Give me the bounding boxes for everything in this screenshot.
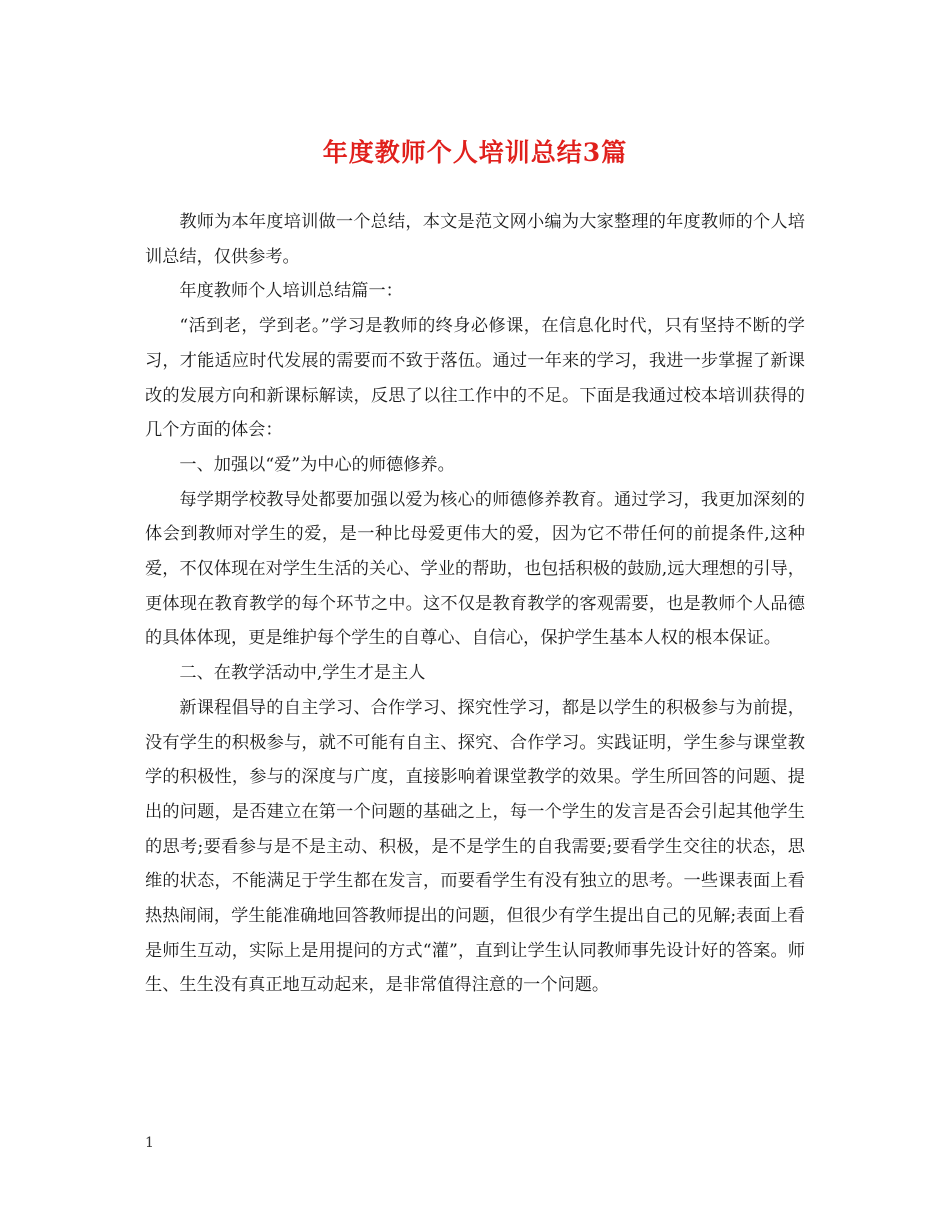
page-number: 1: [145, 1135, 154, 1151]
paragraph-section-heading: 年度教师个人培训总结篇一：: [179, 281, 403, 302]
paragraph-intro: 教师为本年度培训做一个总结，本文是范文网小编为大家整理的年度教师的个人培训总结，仅供参考。: [145, 212, 805, 267]
paragraph-heading-ethics: 一、加强以“爱”为中心的师德修养。: [179, 454, 455, 475]
paragraph-lifelong-learning: “活到老，学到老。”学习是教师的终身必修课，在信息化时代，只有坚持不断的学习，才能适应时代发展的需要而不致于落伍。通过一年来的学习，我进一步掌握了新课改的发展方向和新课标解读，反思了以往工作中的不足。下面是我通过校本培训获得的几个方面的体会：: [145, 316, 805, 441]
document-title: 年度教师个人培训总结3篇: [322, 138, 628, 167]
document-body: [145, 205, 805, 1003]
paragraph-students-body: 新课程倡导的自主学习、合作学习、探究性学习，都是以学生的积极参与为前提，没有学生的积极参与，就不可能有自主、探究、合作学习。实践证明，学生参与课堂教学的积极性，参与的深度与广度，直接影响着课堂教学的效果。学生所回答的问题、提出的问题，是否建立在第一个问题的基础之上，每一个学生的发言是否会引起其他学生的思考;要看参与是不是主动、积极，是不是学生的自我需要;要看学生交往的状态，思维的状态，不能满足于学生都在发言，而要看学生有没有独立的思考。一些课表面上看热热闹闹，学生能准确地回答教师提出的问题，但很少有学生提出自己的见解;表面上看是师生互动，实际上是用提问的方式“灌”，直到让学生认同教师事先设计好的答案。师生、生生没有真正地互动起来，是非常值得注意的一个问题。: [145, 697, 805, 996]
paragraph-ethics-body: 每学期学校教导处都要加强以爱为核心的师德修养教育。通过学习，我更加深刻的体会到教师对学生的爱，是一种比母爱更伟大的爱，因为它不带任何的前提条件,这种爱，不仅体现在对学生生活的关心、学业的帮助，也包括积极的鼓励,远大理想的引导，更体现在教育教学的每个环节之中。这不仅是教育教学的客观需要，也是教师个人品德的具体体现，更是维护每个学生的自尊心、自信心，保护学生基本人权的根本保证。: [145, 489, 805, 649]
paragraph-heading-students: 二、在教学活动中,学生才是主人: [179, 663, 426, 684]
